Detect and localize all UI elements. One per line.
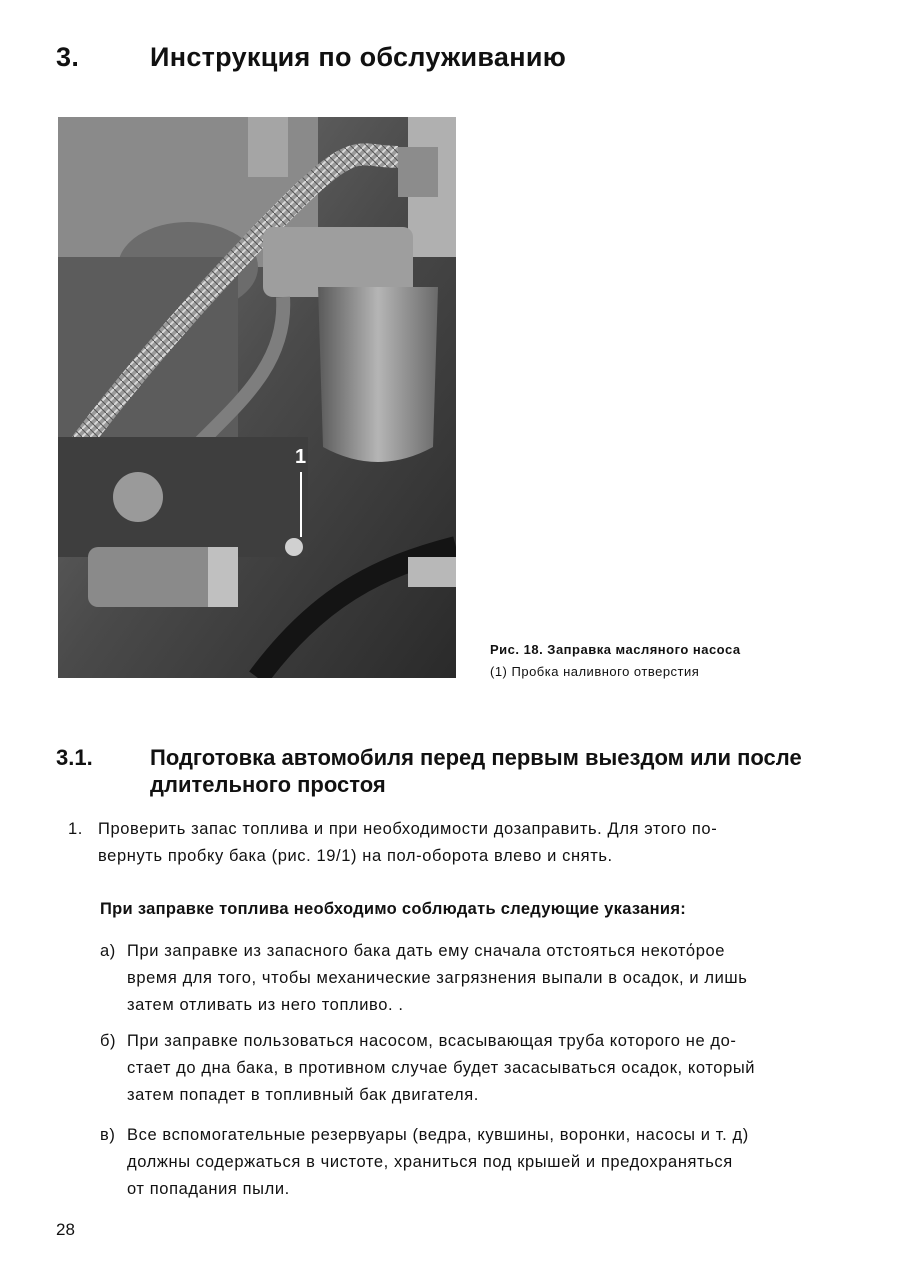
point-c-text [127, 1122, 867, 1203]
point-a-marker: а) [100, 942, 116, 960]
point-b-line-2: стает до дна бака, в противном случае будет засасываться осадок, который [127, 1059, 756, 1077]
section-title-line-1: Подготовка автомобиля перед первым выездом или после [150, 745, 802, 770]
chapter-number: 3. [56, 42, 80, 72]
section-title-line-2: длительного простоя [150, 772, 386, 797]
point-b-line-1: При заправке пользоваться насосом, всасывающая труба которого не до- [127, 1032, 737, 1050]
item-1-line-2: вернуть пробку бака (рис. 19/1) на пол-оборота влево и снять. [98, 847, 613, 865]
figure-caption-title: Рис. 18. Заправка масляного насоса [490, 642, 741, 657]
point-b-marker: б) [100, 1032, 117, 1050]
section-title [150, 744, 870, 798]
point-a-line-2: время для того, чтобы механические загрязнения выпали в осадок, и лишь [127, 969, 748, 987]
chapter-title: Инструкция по обслуживанию [150, 42, 567, 72]
figure-caption-item: (1) Пробка наливного отверстия [490, 664, 700, 679]
item-1-text [98, 816, 858, 870]
point-b-line-3: затем попадет в топливный бак двигателя. [127, 1086, 479, 1104]
section-number: 3.1. [56, 745, 93, 770]
point-c-line-1: Все вспомогательные резервуары (ведра, кувшины, воронки, насосы и т. д) [127, 1126, 749, 1144]
figure-callout-label: 1 [295, 446, 307, 468]
engine-photo [58, 117, 456, 678]
item-1-number: 1. [68, 820, 83, 838]
point-c-line-2: должны содержаться в чистоте, храниться под крышей и предохраняться [127, 1153, 733, 1171]
item-1-line-1: Проверить запас топлива и при необходимости дозаправить. Для этого по- [98, 820, 718, 838]
point-a-text [127, 938, 867, 1019]
point-a-line-1: При заправке из запасного бака дать ему сначала отстояться некотόрое [127, 942, 726, 960]
point-c-marker: в) [100, 1126, 116, 1144]
instructions-heading: При заправке топлива необходимо соблюдать следующие указания: [100, 900, 687, 918]
point-b-text [127, 1028, 867, 1109]
point-a-line-3: затем отливать из него топливо. . [127, 996, 404, 1014]
point-c-line-3: от попадания пыли. [127, 1180, 290, 1198]
page-number: 28 [56, 1220, 75, 1239]
